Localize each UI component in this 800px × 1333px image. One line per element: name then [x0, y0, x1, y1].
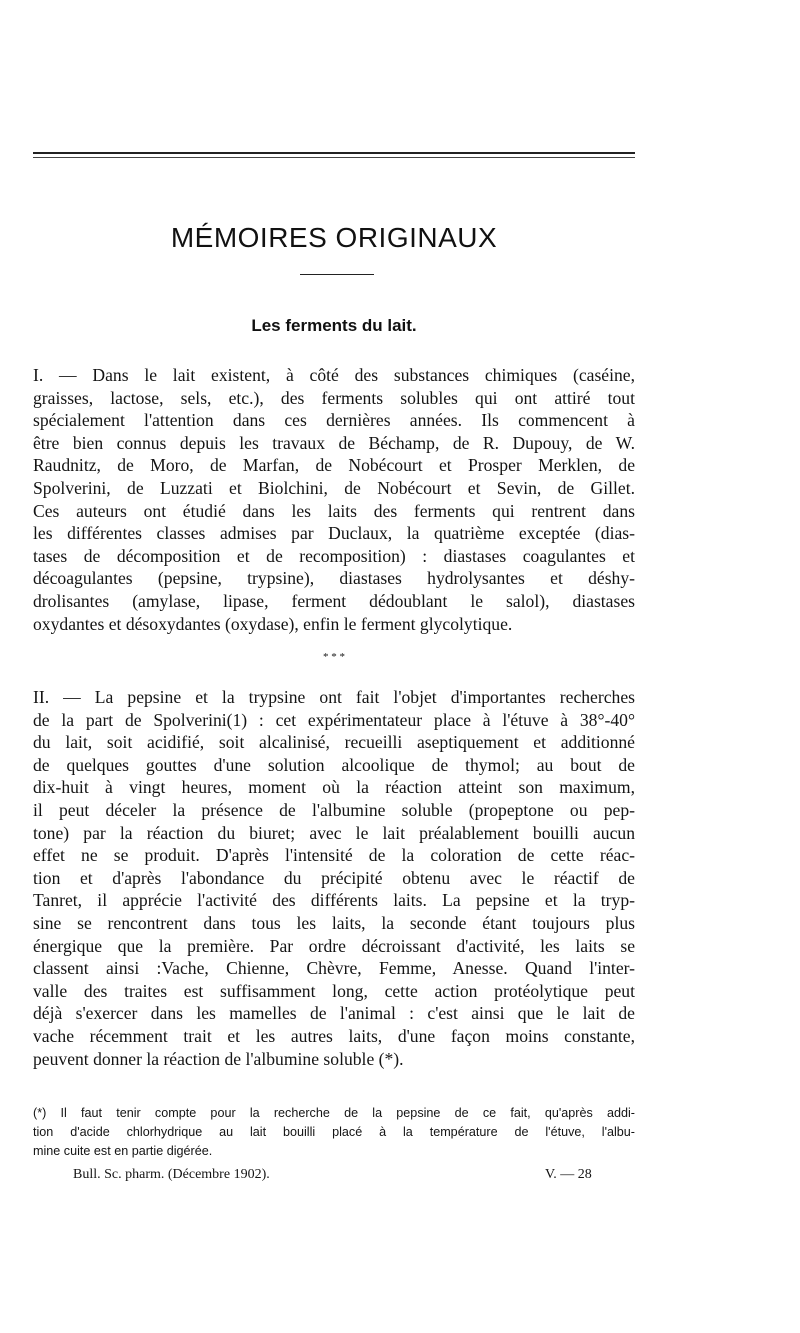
footnote-line: (*) Il faut tenir compte pour la recherche de la pepsine de ce fait, qu'après addi- — [33, 1106, 635, 1120]
paragraph-line: oxydantes et désoxydantes (oxydase), enfin le ferment glycolytique. — [33, 613, 513, 634]
paragraph-line: II. — La pepsine et la trypsine ont fait l'objet d'importantes recherches — [33, 687, 635, 707]
paragraph-line: les différentes classes admises par Duclaux, la quatrième exceptée (dias- — [33, 523, 635, 544]
paragraph-line: classent ainsi :Vache, Chienne, Chèvre, Femme, Anesse. Quand l'inter- — [33, 958, 635, 979]
paragraph-line: vache récemment trait et les autres laits, d'une façon moins constante, — [33, 1025, 635, 1046]
paragraph-1 — [33, 364, 635, 635]
paragraph-line: Spolverini, de Luzzati et Biolchini, de Nobécourt et Sevin, de Gillet. — [33, 477, 635, 498]
article-title: Les ferments du lait. — [251, 316, 417, 335]
paragraph-line: de la part de Spolverini(1) : cet expérimentateur place à l'étuve à 38°-40° — [33, 709, 635, 730]
paragraph-line: I. — Dans le lait existent, à côté des substances chimiques (caséine, — [33, 365, 635, 385]
top-double-rule-thin — [33, 157, 635, 158]
paragraph-line: décoagulantes (pepsine, trypsine), diastases hydrolysantes et déshy- — [33, 568, 635, 589]
paragraph-line: peuvent donner la réaction de l'albumine soluble (*). — [33, 1048, 404, 1069]
paragraph-line: être bien connus depuis les travaux de Béchamp, de R. Dupouy, de W. — [33, 432, 635, 453]
paragraph-line: tion et d'après l'abondance du précipité obtenu avec le réactif de — [33, 867, 635, 888]
paragraph-line: drolisantes (amylase, lipase, ferment dédoublant le salol), diastases — [33, 590, 635, 611]
paragraph-2 — [33, 686, 635, 1070]
paragraph-line: effet ne se produit. D'après l'intensité de la coloration de cette réac- — [33, 845, 635, 866]
paragraph-line: Tanret, il apprécie l'activité des différents laits. La pepsine et la tryp- — [33, 890, 635, 911]
paragraph-line: Raudnitz, de Moro, de Marfan, de Nobécourt et Prosper Merklen, de — [33, 455, 635, 476]
title-underline — [300, 274, 374, 275]
page-number: V. — 28 — [545, 1167, 592, 1182]
paragraph-line: Ces auteurs ont étudié dans les laits des ferments qui rentrent dans — [33, 500, 635, 521]
paragraph-line: déjà s'exercer dans les mamelles de l'animal : c'est ainsi que le lait de — [33, 1003, 635, 1024]
footnote — [33, 1104, 635, 1161]
section-separator: * * * — [323, 651, 345, 663]
footnote-line: tion d'acide chlorhydrique au lait bouilli placé à la température de l'étuve, l'albu- — [33, 1125, 635, 1139]
paragraph-line: valle des traites est suffisamment long, cette action protéolytique peut — [33, 980, 635, 1001]
paragraph-line: il peut déceler la présence de l'albumine soluble (propeptone ou pep- — [33, 799, 635, 820]
paragraph-line: dix-huit à vingt heures, moment où la réaction atteint son maximum, — [33, 777, 635, 798]
paragraph-line: de quelques gouttes d'une solution alcoolique de thymol; au bout de — [33, 754, 635, 775]
paragraph-line: tone) par la réaction du biuret; avec le lait préalablement bouilli aucun — [33, 822, 635, 843]
paragraph-line: spécialement l'attention dans ces dernières années. Ils commencent à — [33, 410, 635, 431]
paragraph-line: sine se rencontrent dans tous les laits, la seconde étant toujours plus — [33, 912, 635, 933]
footnote-line: mine cuite est en partie digérée. — [33, 1144, 213, 1158]
top-double-rule — [33, 152, 635, 154]
paragraph-line: énergique que la première. Par ordre décroissant d'activité, les laits se — [33, 935, 635, 956]
journal-citation: Bull. Sc. pharm. (Décembre 1902). — [73, 1167, 270, 1182]
paragraph-line: tases de décomposition et de recomposition) : diastases coagulantes et — [33, 545, 635, 566]
paragraph-line: graisses, lactose, sels, etc.), des ferments solubles qui ont attiré tout — [33, 387, 635, 408]
section-title: MÉMOIRES ORIGINAUX — [170, 222, 498, 253]
paragraph-line: du lait, soit acidifié, soit alcalinisé, recueilli aseptiquement et additionné — [33, 732, 635, 753]
